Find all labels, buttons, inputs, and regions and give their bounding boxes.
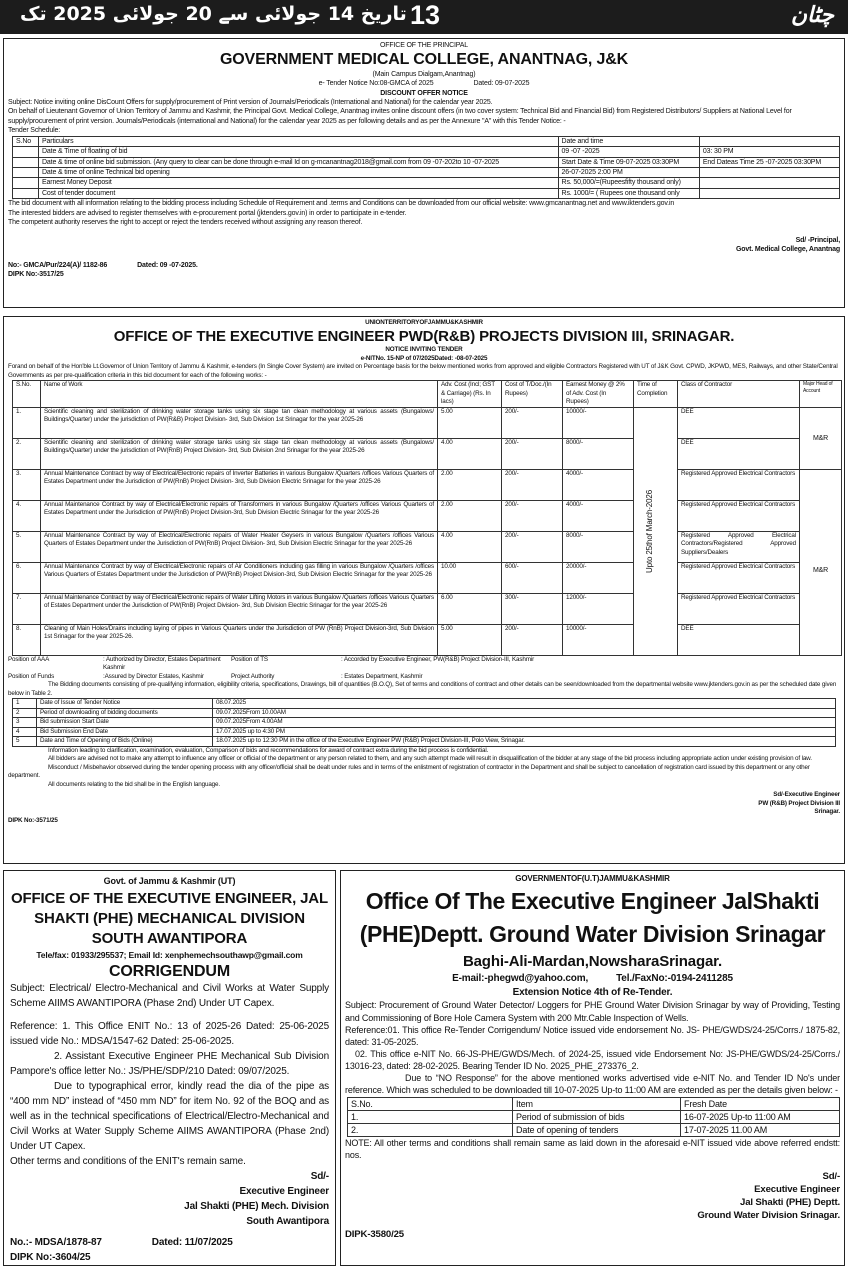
work-cost: 4.00: [438, 531, 502, 562]
table-cell: 18.07.2025 up to 12:30 PM in the office of the Executive Engineer PW (R&B) Project Division-III, Polo View, Srinagar.: [213, 737, 836, 747]
signatory-line: Sd/-: [310, 1171, 329, 1183]
work-cost: 2.00: [438, 469, 502, 500]
work-cost: 4.00: [438, 438, 502, 469]
work-class: DEE: [678, 438, 800, 469]
work-name: Annual Maintenance Contract by way of Electrical/Electronic repairs of Water Lifting Motors in various Bungalow /Quarters /offices Various Quarters of Estates Department under the Jurisdiction of PW(RnB) Project Division- 3rd, Sub Division Electric Srinagar for the year 2025-26: [41, 593, 438, 624]
notice-title: DISCOUNT OFFER NOTICE: [380, 89, 468, 97]
table-row: [348, 1110, 840, 1123]
work-tdoc: 200/-: [502, 531, 563, 562]
govt-label: GOVERNMENTOF(U.T)JAMMU&KASHMIR: [515, 874, 670, 883]
work-class: Registered Approved Electrical Contractors: [678, 469, 800, 500]
table-cell: 2.: [348, 1123, 513, 1136]
table-header-row: [348, 1097, 840, 1110]
notice-date: Dated: 09-07-2025: [473, 80, 530, 88]
table-cell: Bid Submission End Date: [37, 727, 213, 737]
schedule-row: [13, 708, 836, 718]
signatory-line: Sd/-: [822, 1171, 840, 1183]
campus: (Main Campus Dialgam,Anantnag): [372, 70, 476, 78]
header-cell: Time of Completion: [634, 381, 678, 408]
header-cell: Fresh Date: [681, 1097, 840, 1110]
work-cost: 5.00: [438, 624, 502, 655]
table-cell: End Dateas Time 25 -07-2025 03:30PM: [699, 157, 839, 167]
position-value: :Assured by Director Estates, Kashmir: [103, 672, 204, 680]
work-tdoc: 200/-: [502, 407, 563, 438]
work-row: [13, 562, 842, 593]
signatory: Sd/ -Principal,: [795, 236, 840, 244]
table-cell: 09 -07 -2025: [558, 147, 699, 157]
table-cell: Date & time of online Technical bid opening: [39, 168, 559, 178]
contact: Tele/fax: 01933/295537; Email Id: xenphemechsouthawp@gmail.com: [36, 950, 303, 961]
work-tdoc: 300/-: [502, 593, 563, 624]
table-row: [13, 168, 840, 178]
reference-2: 02. This office e-NIT No. 66-JS-PHE/GWDS/Mech. of 2024-25, issued vide Endorsement No: JS-PHE/GWDS/24-25/Corrs./ 13016-23, dated: 28-02-2025. Bearing Tender ID No. 2025_PHE_273376_2.: [345, 1049, 840, 1072]
nit-number: e-NITNo. 15-NP of 07/2025Dated: -08-07-2025: [360, 354, 488, 362]
signatory-line: Ground Water Division Srinagar.: [697, 1210, 840, 1222]
table-cell: 09.07.2025From 4.00AM: [213, 718, 836, 728]
tender-schedule-table: [12, 136, 840, 200]
condition-line: All documents relating to the bid shall be in the English language.: [48, 780, 220, 788]
time-of-completion: Upto 25thof March-2026: [644, 489, 654, 573]
work-name: Annual Maintenance Contract by way of Electrical/Electronic repairs of Air Conditioners including gas filling in various Bungalow /Quarters /offices Various Quarters of Estates Department under the Jurisdiction of PW(RnB) Project Division-3rd, Sub Division Electric Srinagar for the year 2025-26: [41, 562, 438, 593]
signatory-line: Srinagar.: [814, 808, 840, 816]
reference-1: Reference: 1. This Office ENIT No.: 13 of 2025-26 Dated: 25-06-2025 issued vide No.: MDSA/1547-62 Dated: 25-06-2025.: [10, 1021, 329, 1048]
header-cell: Name of Work: [41, 381, 438, 408]
office-label: OFFICE OF THE PRINCIPAL: [379, 42, 469, 49]
notice-number: e- Tender Notice No:08-GMCA of 2025: [318, 80, 434, 88]
table-cell: Rs. 50,000/=(Rupeesfifty thousand only): [558, 178, 699, 188]
table-cell: 1: [13, 699, 37, 709]
work-row: [13, 500, 842, 531]
position-label: Position of TS: [231, 655, 268, 663]
reference-number: No.:- MDSA/1878-87: [10, 1237, 102, 1249]
work-row: [13, 469, 842, 500]
header-cell: Item: [513, 1097, 681, 1110]
table-cell: 1.: [348, 1110, 513, 1123]
table-cell: 16-07-2025 Up-to 11:00 AM: [681, 1110, 840, 1123]
govt-label: Govt. of Jammu & Kashmir (UT): [103, 876, 236, 886]
schedule-row: [13, 718, 836, 728]
work-emd: 4000/-: [563, 469, 634, 500]
table-header-row: [13, 381, 842, 408]
work-emd: 20000/-: [563, 562, 634, 593]
position-label: Project Authority: [231, 672, 275, 680]
table-cell: [699, 168, 839, 178]
work-tdoc: 200/-: [502, 438, 563, 469]
table-cell: Period of submission of bids: [513, 1110, 681, 1123]
work-emd: 10000/-: [563, 624, 634, 655]
work-name: Cleaning of Main Holes/Drains including laying of pipes in Various Quarters under the Jurisdiction of PW (RnB) Project Division-3rd, Sub Division 1st Srinagar for the year 2025-26.: [41, 624, 438, 655]
dipk-number: DIPK No:-3517/25: [8, 270, 64, 278]
fresh-dates-table: [347, 1097, 840, 1137]
table-cell: [13, 147, 39, 157]
work-row: [13, 407, 842, 438]
work-row: [13, 531, 842, 562]
work-sno: 7.: [13, 593, 41, 624]
table-cell: Cost of tender document: [39, 188, 559, 198]
table-cell: 2: [13, 708, 37, 718]
notice-heading: OFFICE OF THE EXECUTIVE ENGINEER, JAL SHAKTI (PHE) MECHANICAL DIVISION SOUTH AWANTIPORA: [11, 889, 328, 947]
work-sno: 3.: [13, 469, 41, 500]
note-line: The bid document with all information relating to the bidding process including Schedule of Requirement and .terms and Conditions can be downloaded from our official website: www.gmcanantnag.net and www.iktenders.gov.in: [8, 200, 675, 208]
work-sno: 5.: [13, 531, 41, 562]
condition-line: Information leading to clarification, examination, evaluation, Comparison of bids and recommendations for award of contract extra during the bid process is confidential.: [48, 746, 489, 754]
pwd-tender-notice: [3, 316, 845, 864]
table-cell: [13, 188, 39, 198]
table-cell: Date & time of online bid submission. (Any query to clear can be done through e-mail Id on g-mcanantnag2018@gmail.com from 09 -07-202to 10 -07-2025: [39, 157, 559, 167]
work-class: Registered Approved Electrical Contractors: [678, 593, 800, 624]
work-cost: 10.00: [438, 562, 502, 593]
work-row: [13, 624, 842, 655]
table-cell: 4: [13, 727, 37, 737]
table-row: [348, 1123, 840, 1136]
header-cell: S.No.: [348, 1097, 513, 1110]
header-cell: S.No.: [13, 381, 41, 408]
work-name: Scientific cleaning and sterilization of drinking water storage tanks using six stage tan clean methodology at various assets (Bungalows/ Buildings/Quarter) under the jurisdiction of PW(RnB) Project Division- 3rd, Sub Division 2nd Srinagar for the year 2025-26: [41, 438, 438, 469]
signatory-office: Govt. Medical College, Anantnag: [736, 246, 840, 254]
work-emd: 8000/-: [563, 531, 634, 562]
header-cell: Major Head of Account: [800, 381, 842, 408]
ut-label: UNIONTERRITORYOFJAMMU&KASHMIR: [365, 319, 483, 326]
work-sno: 6.: [13, 562, 41, 593]
notice-title: CORRIGENDUM: [108, 963, 230, 980]
condition-line: All bidders are advised not to make any attempt to influence any officer or official of the department or any person related to them, and any such attempt made will result in disqualification of the bidder at any stage of the bid process including appropriate action under existing provision of law.: [48, 755, 812, 763]
signatory-line: Executive Engineer: [754, 1184, 840, 1196]
table-cell: Earnest Money Deposit: [39, 178, 559, 188]
header-cell: Date and time: [558, 136, 699, 146]
signatory-line: Jal Shakti (PHE) Deptt.: [740, 1197, 840, 1209]
schedule-row: [13, 737, 836, 747]
work-sno: 2.: [13, 438, 41, 469]
dipk-number: DIPK No:-3604/25: [10, 1252, 91, 1264]
masthead: [0, 0, 848, 34]
work-row: [13, 593, 842, 624]
major-head: M&R: [800, 407, 842, 469]
reference-number: No:- GMCA/Pur/224(A)/ 1182-86: [8, 261, 108, 269]
schedule-table: [12, 698, 836, 747]
work-name: Annual Maintenance Contract by way of Electrical/Electronic repairs of Transformers in various Bungalow /Quarters /offices Various Quarters of Estates Department under the Jurisdiction of PW(RnB) Project Division-3rd, Sub Division Electric Srinagar for the year 2025-26: [41, 500, 438, 531]
signatory-line: PW (R&B) Project Division III: [758, 799, 840, 807]
table-cell: 26-07-2025 2:00 PM: [558, 168, 699, 178]
table-cell: [699, 188, 839, 198]
dipk-number: DIPK-3580/25: [345, 1229, 404, 1241]
dipk-number: DIPK No:-3571/25: [8, 816, 58, 824]
intro-text: Forand on behalf of the Hon'ble Lt.Governor of Union Territory of Jammu & Kashmir, e-tenders (In Single Cover System) are invited on Percentage basis for the below mentioned works from approved and eligible Contractors Registered with UT of J&K Govt. CPWD, JKPWD, MES, Railways, and other State/Central Governments as per pre-qualification criteria in this bid document for each of the following works: -: [8, 363, 838, 379]
header-cell: Cost of T/Doc./(In Rupees): [502, 381, 563, 408]
telephone: Tel./FaxNo:-0194-2411285: [616, 973, 733, 985]
work-row: [13, 438, 842, 469]
work-emd: 12000/-: [563, 593, 634, 624]
address: Baghi-Ali-Mardan,NowsharaSrinagar.: [462, 953, 723, 971]
note: NOTE: All other terms and conditions shall remain same as laid down in the aforesaid e-NIT issued vide above referred endstt: nos.: [345, 1138, 840, 1161]
reference-date: Dated: 11/07/2025: [151, 1237, 233, 1249]
work-class: Registered Approved Electrical Contractors: [678, 562, 800, 593]
table-cell: Date & Time of floating of bid: [39, 147, 559, 157]
table-row: [13, 178, 840, 188]
subject: Subject: Electrical/ Electro-Mechanical and Civil Works at Water Supply Scheme AIIMS AWANTIPORA (Phase 2nd) Under UT Capex.: [10, 983, 329, 1010]
newspaper-logo: چٹان: [790, 2, 834, 28]
schedule-label: Tender Schedule:: [8, 127, 61, 135]
page-number: 13: [409, 0, 441, 30]
header-cell: Adv. Cost (Incl; GST & Carriage) (Rs. In lacs): [438, 381, 502, 408]
notice-title: Extension Notice 4th of Re-Tender.: [512, 986, 673, 998]
works-table: [12, 380, 842, 656]
work-emd: 4000/-: [563, 500, 634, 531]
table-row: [13, 188, 840, 198]
header-cell: Earnest Money @ 2% of Adv. Cost (In Rupees): [563, 381, 634, 408]
note-line: The competent authority reserves the right to accept or reject the tenders received without assigning any reason thereof.: [8, 219, 363, 227]
table-cell: 17-07-2025 11.00 AM: [681, 1123, 840, 1136]
subject: Subject: Procurement of Ground Water Detector/ Loggers for PHE Ground Water Division Srinagar by way of Providing, Testing and Commissioning of Bore Hole Camera System with 200 Mtr.Cable Inspection of Wells.: [345, 1000, 840, 1023]
work-class: Registered Approved Electrical Contractors/Registered Approved Suppliers/Dealers: [678, 531, 800, 562]
other-terms: Other terms and conditions of the ENIT's remain same.: [10, 1156, 246, 1168]
table-cell: 17.07.2025 up to 4:30 PM: [213, 727, 836, 737]
position-value: : Accorded by Executive Engineer, PW(R&B) Project Division-III, Kashmir: [341, 655, 535, 663]
issue-date-urdu: تاریخ 14 جولائی سے 20 جولائی 2025 تک: [20, 3, 407, 25]
schedule-row: [13, 699, 836, 709]
work-emd: 10000/-: [563, 407, 634, 438]
header-cell: [699, 136, 839, 146]
table-cell: Rs. 1000/= ( Rupees one thousand only: [558, 188, 699, 198]
table-cell: [13, 157, 39, 167]
notice-title: NOTICE INVITING TENDER: [385, 346, 463, 354]
table-cell: 5: [13, 737, 37, 747]
major-head: M&R: [800, 469, 842, 655]
position-value: : Estates Department, Kashmir: [341, 672, 423, 680]
table-cell: 3: [13, 718, 37, 728]
position-label: Position of AAA: [8, 655, 50, 663]
signatory-line: Jal Shakti (PHE) Mech. Division: [184, 1201, 329, 1213]
work-emd: 8000/-: [563, 438, 634, 469]
position-line: [8, 673, 840, 682]
work-class: DEE: [678, 407, 800, 438]
condition-line: Misconduct / Misbehavior observed during the tender opening process with any officer/official shall be dealt under rules and in terms of the enlistment of registration of contractor in the Department and shall be subject to cancellation of registration card issued by this department or any other department.: [8, 763, 810, 780]
header-cell: Class of Contractor: [678, 381, 800, 408]
position-value: : Authorized by Director, Estates Department Kashmir: [103, 655, 221, 672]
jal-shakti-mech-corrigendum: [3, 870, 336, 1266]
table-row: [13, 147, 840, 157]
reference-date: Dated: 09 -07-2025.: [137, 261, 198, 269]
body-text: Due to “NO Response” for the above mentioned works advertised vide e-NIT No. and Tender ID No's under reference. Which was scheduled to be downloaded till 10-07-2025 Up-to 11:00 AM are extended as per the details given below: -: [345, 1073, 840, 1096]
table-cell: [13, 178, 39, 188]
work-sno: 1.: [13, 407, 41, 438]
position-line: [8, 656, 840, 673]
work-cost: 6.00: [438, 593, 502, 624]
body-text: On behalf of Lieutenant Governor of Union Territory of Jammu and Kashmir, the Principal Govt. Medical College, Anantnag invites online discount offers (in two cover system: Technical Bid and Financial Bid) from Registered Distributors/ Suppliers at National Level for supply/procurement of print version. Journals/Periodicals (international and National) for the calendar year 2025 as per following details and as per the Annexure "A" with this Tender Notice: -: [8, 108, 792, 125]
header-cell: S.No: [13, 136, 39, 146]
table-cell: Date of opening of tenders: [513, 1123, 681, 1136]
reference-1: Reference:01. This office Re-Tender Corrigendum/ Notice issued vide endorsement No. JS- PHE/GWDS/24-25/Corrs./ 1875-82, dated: 31-05-2025.: [345, 1024, 840, 1047]
work-tdoc: 200/-: [502, 469, 563, 500]
table-cell: Date of Issue of Tender Notice: [37, 699, 213, 709]
time-of-completion-cell: [634, 407, 678, 655]
work-tdoc: 600/-: [502, 562, 563, 593]
table-cell: 03: 30 PM: [699, 147, 839, 157]
work-class: DEE: [678, 624, 800, 655]
signatory-line: Sd/-Executive Engineer: [773, 791, 840, 799]
work-tdoc: 200/-: [502, 624, 563, 655]
work-cost: 2.00: [438, 500, 502, 531]
table-header-row: [13, 136, 840, 146]
work-cost: 5.00: [438, 407, 502, 438]
notice-heading: GOVERNMENT MEDICAL COLLEGE, ANANTNAG, J&K: [219, 51, 629, 69]
schedule-row: [13, 727, 836, 737]
table-cell: 09.07.2025From 10.00AM: [213, 708, 836, 718]
table-cell: [699, 178, 839, 188]
notice-heading: Office Of The Executive Engineer JalShakti (PHE)Deptt. Ground Water Division Srinagar: [359, 887, 826, 948]
table-cell: Start Date & Time 09-07-2025 03:30PM: [558, 157, 699, 167]
table-row: [13, 157, 840, 167]
subject: Subject: Notice inviting online DisCount Offers for supply/procurement of Print version of Journals/Periodicals (International and National) for the calendar year 2025.: [8, 98, 493, 106]
position-label: Position of Funds: [8, 672, 55, 680]
work-sno: 4.: [13, 500, 41, 531]
table-cell: 08.07.2025: [213, 699, 836, 709]
signatory-line: Executive Engineer: [239, 1186, 329, 1198]
table-cell: Bid submission Start Date: [37, 718, 213, 728]
note-line: The interested bidders are advised to register themselves with e-procurement portal (jktenders.gov.in) in order to participate in e-tender.: [8, 209, 407, 217]
table-cell: Period of downloading of bidding documents: [37, 708, 213, 718]
email: E-mail:-phegwd@yahoo.com,: [452, 973, 589, 985]
body-text: Due to typographical error, kindly read the dia of the pipe as “400 mm ND” instead of “450 mm ND” for item No. 92 of the BOQ and as well as in the technical specifications of Electrical/Electro-Mechanical and Civil Works at Water Supply Scheme AIIMS AWANTIPORA (Phase 2nd) Under UT Capex.: [10, 1081, 329, 1153]
work-name: Annual Maintenance Contract by way of Electrical/Electronic repairs of Water Heater Geysers in various Bungalow /Quarters /offices Various Quarters of Estates Department under the Jurisdiction of PW(RnB) Project Division- 3rd, Sub Division Electric Srinagar for the year 2025-26: [41, 531, 438, 562]
table-cell: [13, 168, 39, 178]
work-name: Annual Maintenance Contract by way of Electrical/Electronic repairs of Inverter Batteries in various Bungalow /Quarters /offices Various Quarters of Estates Department under the Jurisdiction of PW(RnB) Project Division- 3rd, Sub Division Electric Srinagar for the year 2025-26: [41, 469, 438, 500]
work-name: Scientific cleaning and sterilization of drinking water storage tanks using six stage tan clean methodology at various assets (Bungalows/ Buildings/Quarter) under the jurisdiction of PW(R&B) Project Division- 3rd, Sub Division 1st Srinagar for the year 2025-26: [41, 407, 438, 438]
reference-2: 2. Assistant Executive Engineer PHE Mechanical Sub Division Pampore's office letter No.: JS/PHE/SDP/210 Dated: 09/07/2025.: [10, 1051, 329, 1078]
ground-water-extension-notice: [340, 870, 845, 1266]
notice-heading: OFFICE OF THE EXECUTIVE ENGINEER PWD(R&B) PROJECTS DIVISION III, SRINAGAR.: [113, 327, 735, 345]
header-cell: Particulars: [39, 136, 559, 146]
signatory-line: South Awantipora: [246, 1216, 329, 1228]
work-class: Registered Approved Electrical Contractors: [678, 500, 800, 531]
gmc-tender-notice: [3, 38, 845, 308]
work-tdoc: 200/-: [502, 500, 563, 531]
table-cell: Date and Time of Opening of Bids (Online): [37, 737, 213, 747]
bidding-docs-text: The Bidding documents consisting of pre-qualifying information, eligibility criteria, specifications, Drawings, bill of quantities (B.O.Q), Set of terms and conditions of contract and other details can be seen/downloaded from the departmental website www.jktenders.gov.in as per the scheduled date given below in Table 2.: [8, 681, 837, 697]
work-sno: 8.: [13, 624, 41, 655]
